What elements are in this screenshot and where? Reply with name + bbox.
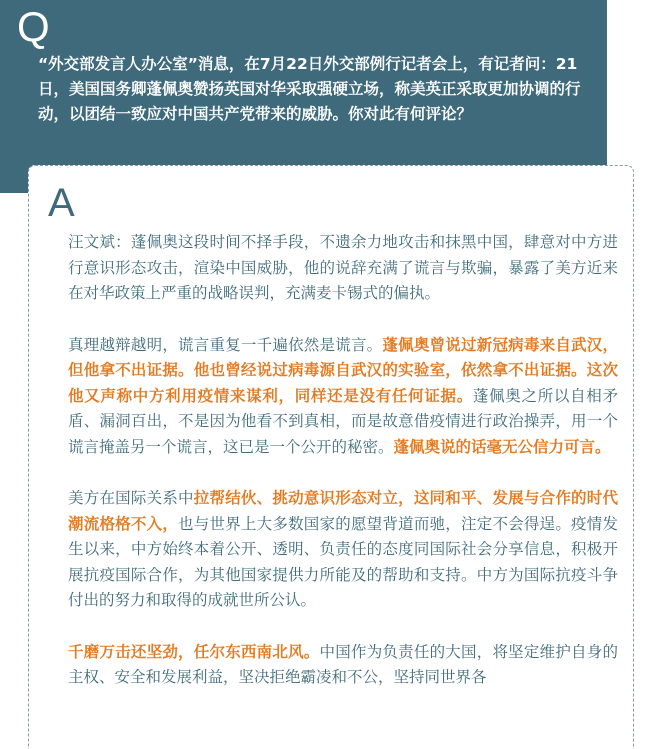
answer-text: 真理越辩越明，谎言重复一千遍依然是谎言。 <box>68 335 383 354</box>
answer-text: 中国作为负责任的大国，将坚定维护自身的主权、安全和发展利益，坚决拒绝霸凌和不公，坚持同世界各 <box>68 642 618 686</box>
answer-body <box>68 230 618 717</box>
answer-paragraph-4 <box>68 640 618 691</box>
answer-letter: A <box>48 181 75 225</box>
answer-card <box>28 165 634 749</box>
question-letter: Q <box>17 3 50 50</box>
answer-highlight: 拉帮结伙、挑动意识形态对立，这同和平、发展与合作的时代潮流格格不入， <box>68 489 618 533</box>
answer-paragraph-1 <box>68 230 618 307</box>
question-text: “外交部发言人办公室”消息，在7月22日外交部例行记者会上，有记者问：21日，美国国务卿蓬佩奥赞扬英国对华采取强硬立场，称美英正采取更加协调的行动，以团结一致应对中国共产党带来的威胁。你对此有何评论？ <box>38 55 581 123</box>
answer-highlight: 千磨万击还坚劲，任尔东西南北风。 <box>68 642 320 661</box>
answer-paragraph-2 <box>68 333 618 461</box>
answer-text: 美方在国际关系中 <box>68 489 194 507</box>
answer-text: 汪文斌：蓬佩奥这段时间不择手段，不遗余力地攻击和抹黑中国，肆意对中方进行意识形态攻击，渲染中国威胁，他的说辞充满了谎言与欺骗，暴露了美方近来在对华政策上严重的战略误判，充满麦卡锡式的偏执。 <box>68 233 618 302</box>
answer-text: 蓬佩奥之所以自相矛盾、漏洞百出，不是因为他看不到真相，而是故意借疫情进行政治操弄，用一个谎言掩盖另一个谎言，这已是一个公开的秘密。 <box>68 386 618 456</box>
answer-text: 也与世界上大多数国家的愿望背道而驰，注定不会得逞。疫情发生以来，中方始终本着公开、透明、负责任的态度同国际社会分享信息，积极开展抗疫国际合作，为其他国家提供力所能及的帮助和支持。中方为国际抗疫斗争付出的努力和取得的成就世所公认。 <box>68 514 618 609</box>
answer-highlight: 蓬佩奥曾说过新冠病毒来自武汉，但他拿不出证据。他也曾经说过病毒源自武汉的实验室，依然拿不出证据。这次他又声称中方利用疫情来谋利，同样还是没有任何证据。 <box>68 335 618 405</box>
answer-paragraph-3 <box>68 486 618 614</box>
answer-highlight: 蓬佩奥说的话毫无公信力可言。 <box>393 437 611 456</box>
